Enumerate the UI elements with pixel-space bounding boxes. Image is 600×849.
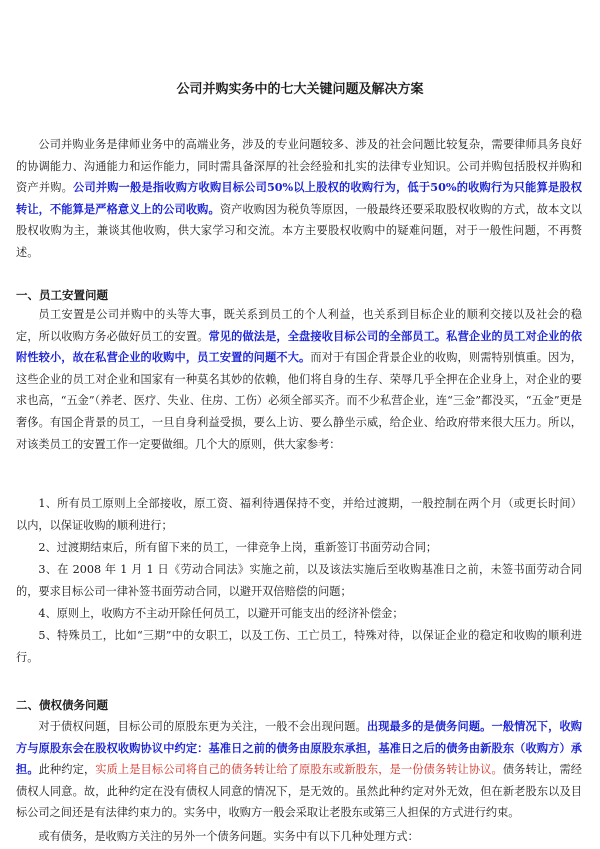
section2-text-tail: 债务转让，需经债权人同意。故，此种约定在没有债权人同意的情况下，是无效的。虽然此种约定对外无效，但在新老股东以及目标公司之间还是有法律约束力的。实务中，收购方一般会采取让老股东或第三人担保的方式进行约束。 <box>16 763 582 820</box>
section2-text: 对于债权问题，目标公司的原股东更为关注，一般不会出现问题。 <box>38 720 367 733</box>
section1-text-tail: 而对于有国企背景企业的收购，则需特别慎重。因为，这些企业的员工对企业和国家有一种莫名其妙的依赖，他们将自身的生存、荣辱几乎全押在企业身上，对企业的要求也高，“五金”（养老、医疗、失业、住房、工伤）必须全部买齐。而不少私营企业，连“三金”都没买，“五金”更是奢侈。有国企背景的员工，一旦自身利益受损，要么上访、要么静坐示威，给企业、给政府带来很大压力。所以，对该类员工的安置工作一定要做细。几个大的原则，供大家参考： <box>16 351 582 451</box>
section2-emphasis-blue: 出现最多的是债务问题。一般情况下，收购方与原股东会在股权收购协议中约定：基准日之前的债务由原股东承担，基准日之后的债务由新股东（收购方）承担。 <box>16 719 582 777</box>
section1-paragraph <box>16 304 582 455</box>
section1-item-1: 1、所有员工原则上全部接收，原工资、福利待遇保持不变，并给过渡期，一般控制在两个月（或更长时间）以内，以保证收购的顺利进行； <box>16 497 582 532</box>
section1-item-2: 2、过渡期结束后，所有留下来的员工，一律竞争上岗，重新签订书面劳动合同； <box>38 541 438 554</box>
intro-paragraph <box>16 134 582 264</box>
section1-heading: 一、员工安置问题 <box>16 288 108 302</box>
intro-emphasis-blue: 公司并购一般是指收购方收购目标公司50%以上股权的收购行为，低于50%的收购行为只能算是股权转让，不能算是严格意义上的公司收购。 <box>16 180 582 216</box>
section2-paragraph-2: 或有债务，是收购方关注的另外一个债务问题。实务中有以下几种处理方式： <box>38 830 419 843</box>
section2-text-mid: 此种约定， <box>38 763 96 777</box>
section1-text: 员工安置是公司并购中的头等大事，既关系到员工的个人利益，也关系到目标企业的顺利交接以及社会的稳定，所以收购方务必做好员工的安置。 <box>16 308 582 343</box>
section1-emphasis-blue: 常见的做法是，全盘接收目标公司的全部员工。私营企业的员工对企业的依附性较小，故在私营企业的收购中，员工安置的问题不大。 <box>16 328 582 365</box>
intro-text: 公司并购业务是律师业务中的高端业务，涉及的专业问题较多、涉及的社会问题比较复杂，需要律师具务良好的协调能力、沟通能力和运作能力，同时需具备深厚的社会经验和扎实的法律专业知识。公司并购包括股权并购和资产并购。 <box>16 138 582 195</box>
section2-emphasis-red: 实质上是目标公司将自己的债务转让给了原股东或新股东，是一份债务转让协议。 <box>95 763 503 777</box>
section2-paragraph <box>16 716 582 824</box>
section2-heading: 二、债权债务问题 <box>16 698 108 712</box>
document-title: 公司并购实务中的七大关键问题及解决方案 <box>176 82 424 97</box>
section1-item-5: 5、特殊员工，比如“三期”中的女职工，以及工伤、工亡员工，特殊对待，以保证企业的稳定和收购的顺利进行。 <box>16 629 582 664</box>
section1-item-4: 4、原则上，收购方不主动开除任何员工，以避开可能支出的经济补偿金； <box>38 607 404 620</box>
intro-text-tail: 资产收购因为税负等原因，一般最终还要采取股权收购的方式，故本文以股权收购为主，兼谈其他收购，供大家学习和交流。本方主要股权收购中的疑难问题，对于一般性问题，不再赘述。 <box>16 202 582 259</box>
section1-item-3: 3、在 2008 年 1 月 1 日《劳动合同法》实施之前，以及该法实施后至收购基准日之前，未签书面劳动合同的，要求目标公司一律补签书面劳动合同，以避开双倍赔偿的问题； <box>16 563 582 598</box>
